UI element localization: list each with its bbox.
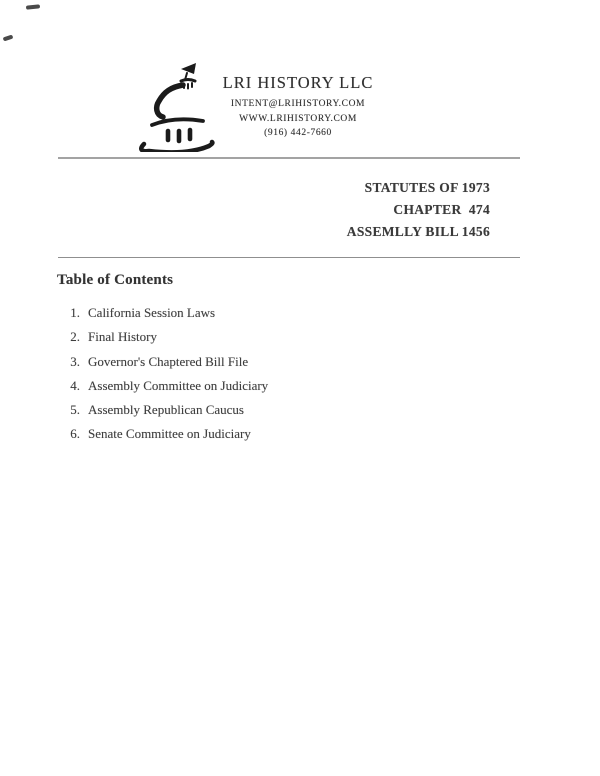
scan-artifact-mark-left [3,35,14,42]
toc-item-number: 2. [70,329,80,345]
company-email: INTENT@LRIHISTORY.COM [230,99,366,109]
toc-item-label: Assembly Republican Caucus [88,402,244,418]
toc-item-5 [57,398,268,422]
toc-item-label: Governor's Chaptered Bill File [88,353,249,369]
toc-item-number: 4. [70,377,80,393]
toc-item-label: California Session Laws [88,305,216,320]
letterhead-text [222,73,374,141]
toc-list [57,301,268,447]
document-identification [347,177,490,243]
company-phone: (916) 442-7660 [264,128,332,138]
toc-item-number: 6. [70,426,80,442]
chapter-line: CHAPTER 474 [393,202,490,217]
toc-item-number: 3. [70,353,80,369]
capitol-dome-logo-icon [136,60,218,152]
scan-artifact-mark-top [26,4,40,9]
company-website: WWW.LRIHISTORY.COM [239,113,357,124]
toc-item-number: 5. [70,402,80,418]
toc-item-3 [57,350,268,374]
toc-item-6 [57,422,268,446]
company-name: LRI HISTORY LLC [222,73,374,92]
toc-item-number: 1. [70,305,80,320]
toc-item-label: Senate Committee on Judiciary [88,426,251,442]
assembly-bill-line: ASSEMLLY BILL 1456 [346,224,490,239]
toc-item-label: Final History [88,329,157,345]
toc-item-2 [57,325,268,349]
toc-item-4 [57,374,268,398]
divider-top [58,157,520,159]
statutes-line: STATUTES OF 1973 [364,180,490,195]
toc-title: Table of Contents [57,272,174,288]
divider-middle [58,257,520,258]
toc-item-1 [57,301,268,325]
toc-item-label: Assembly Committee on Judiciary [88,377,269,393]
